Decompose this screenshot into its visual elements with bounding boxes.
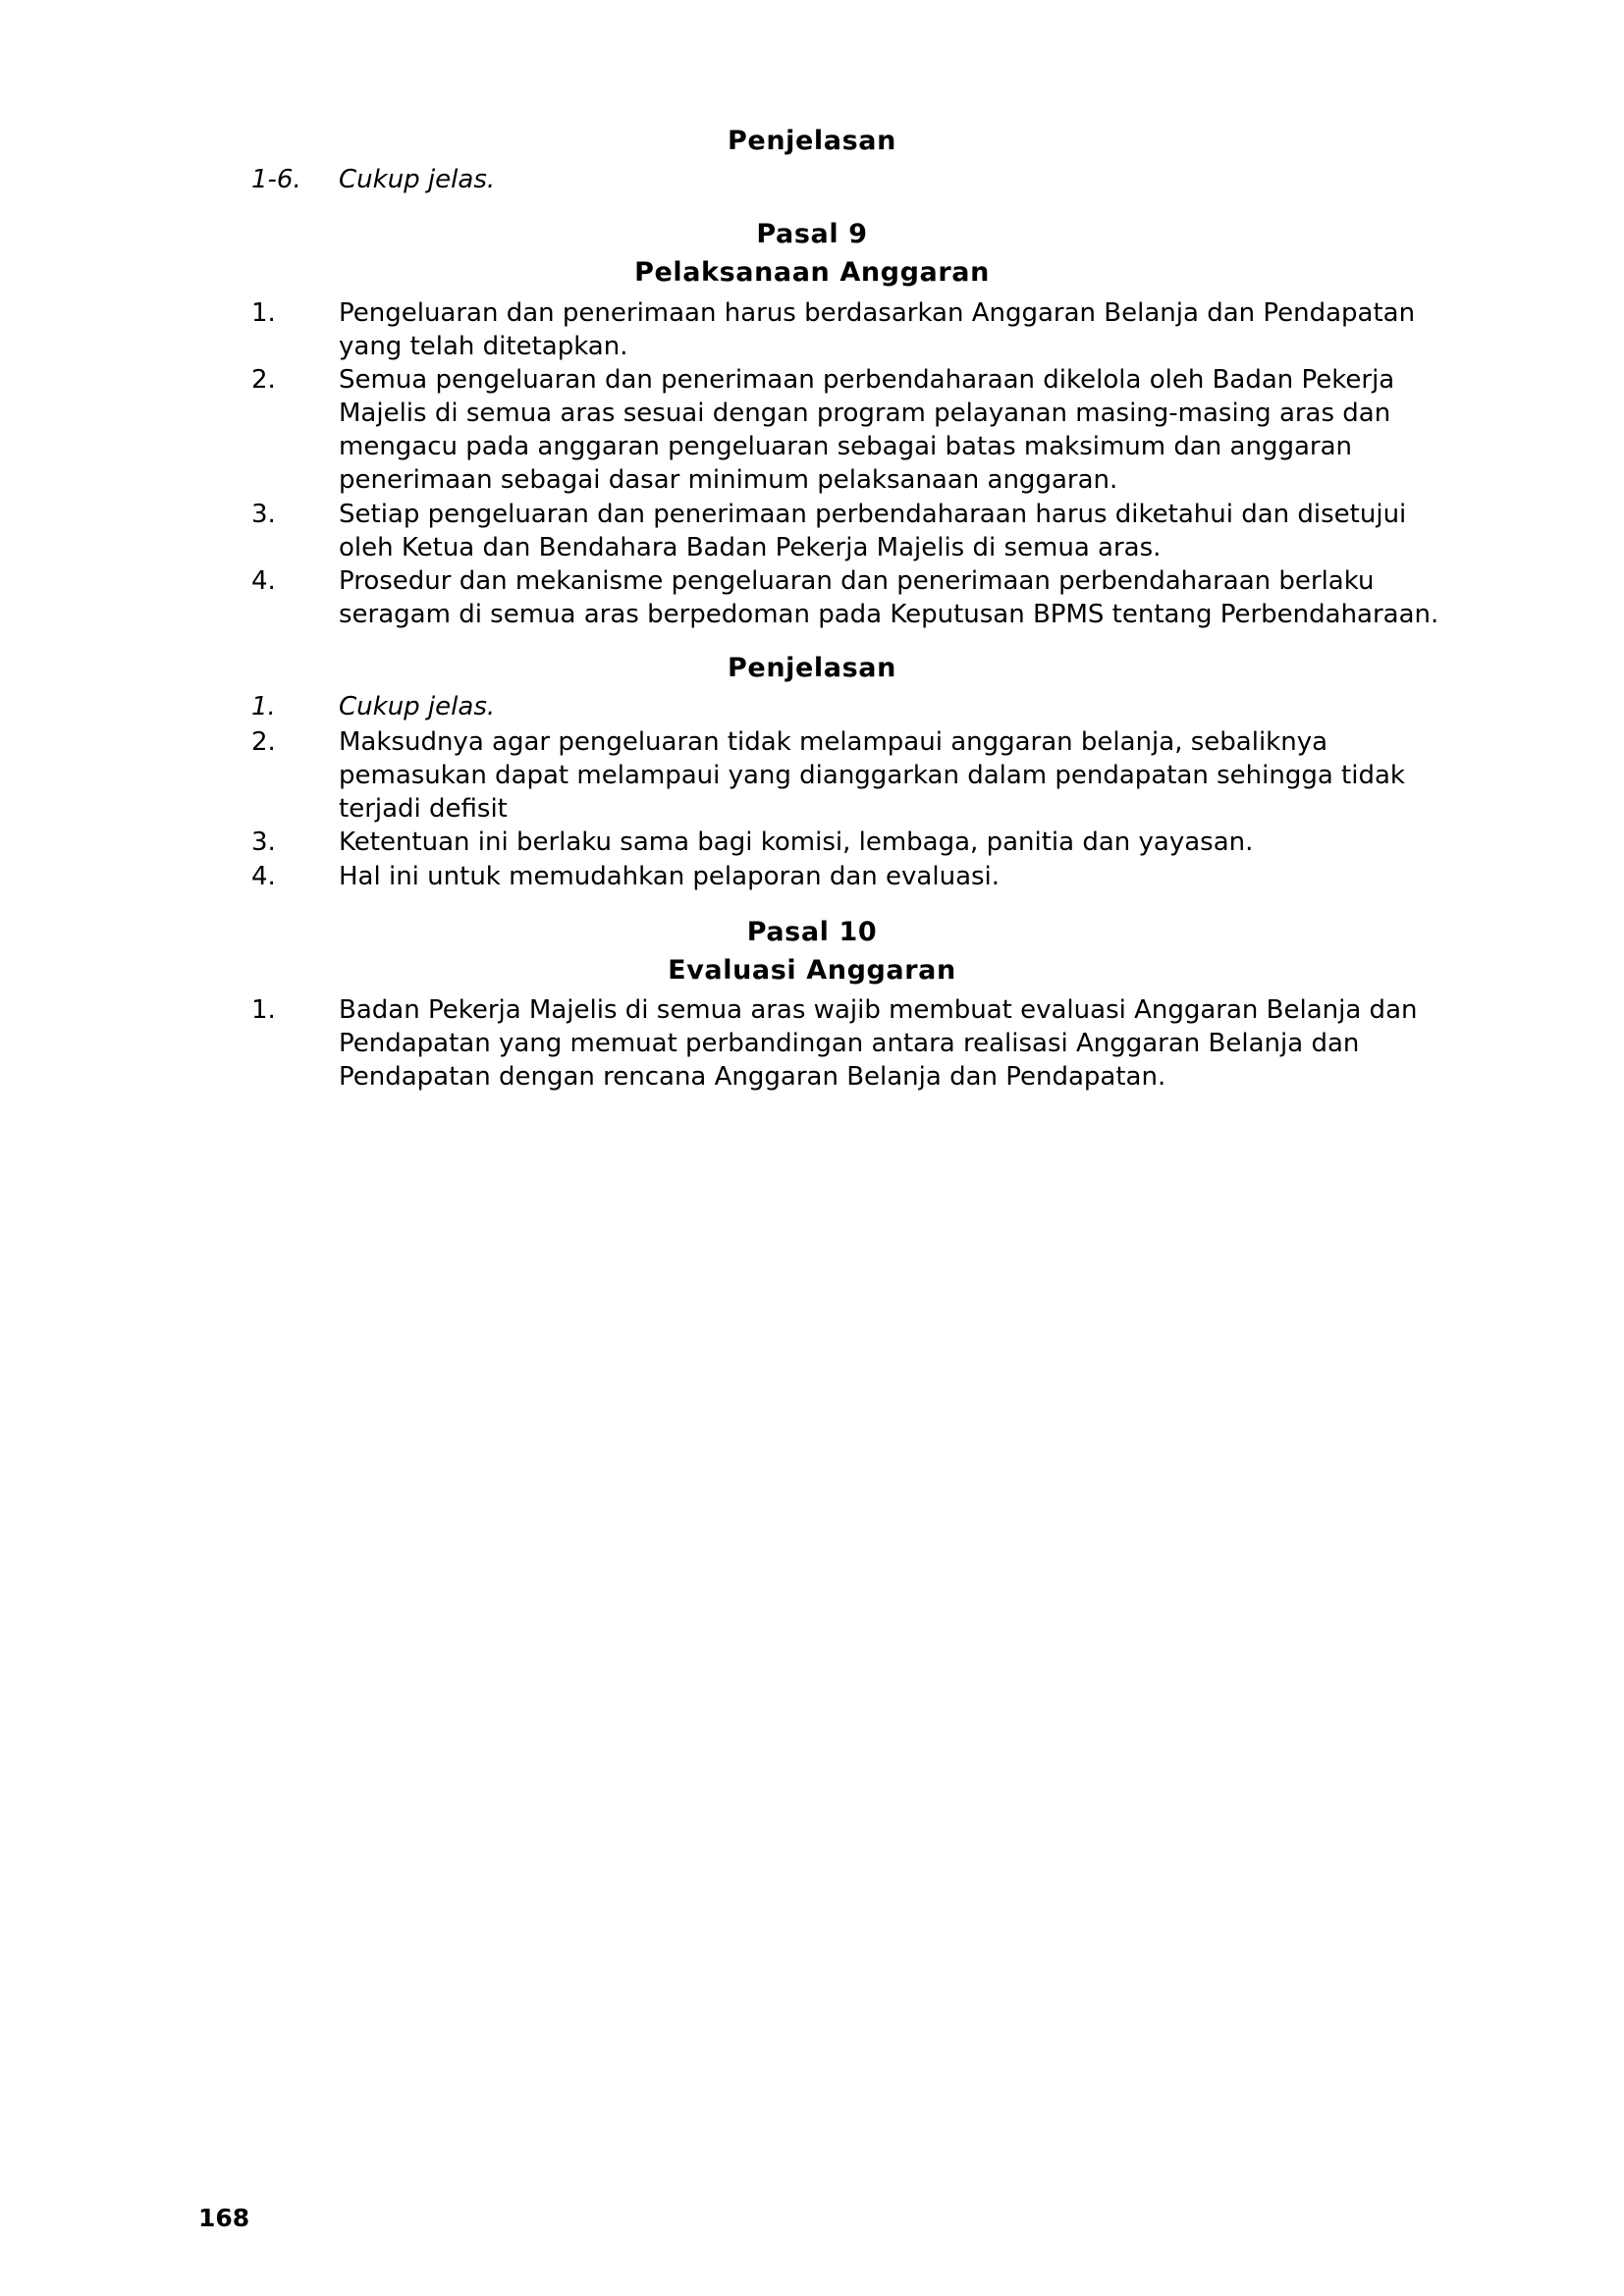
item-text — [339, 725, 1448, 826]
item-line: Majelis di semua aras sesuai dengan program pelayanan masing-masing aras dan — [339, 399, 1391, 428]
section-heading-penjelasan: Penjelasan — [728, 126, 896, 156]
item-text — [339, 690, 1448, 723]
item-line: Cukup jelas. — [339, 165, 496, 194]
item-line: Pendapatan dengan rencana Anggaran Belanja dan Pendapatan. — [339, 1062, 1166, 1092]
item-number: 1. — [251, 995, 276, 1025]
item-text — [339, 826, 1448, 859]
item-line: Hal ini untuk memudahkan pelaporan dan evaluasi. — [339, 862, 1001, 891]
item-line: Cukup jelas. — [339, 692, 496, 721]
item-number: 2. — [251, 365, 276, 395]
item-number: 4. — [251, 862, 276, 891]
item-line: oleh Ketua dan Bendahara Badan Pekerja Majelis di semua aras. — [339, 533, 1162, 562]
item-line: mengacu pada anggaran pengeluaran sebagai batas maksimum dan anggaran — [339, 432, 1353, 461]
section-heading-penjelasan: Penjelasan — [728, 653, 896, 683]
item-number: 1. — [251, 298, 276, 328]
item-line: yang telah ditetapkan. — [339, 332, 628, 361]
item-line: Badan Pekerja Majelis di semua aras wajib membuat evaluasi Anggaran Belanja dan — [339, 995, 1418, 1025]
item-line: Setiap pengeluaran dan penerimaan perbendaharaan harus diketahui dan disetujui — [339, 500, 1407, 529]
page-number: 168 — [198, 2204, 250, 2232]
item-line: penerimaan sebagai dasar minimum pelaksanaan anggaran. — [339, 465, 1118, 495]
item-number: 3. — [251, 500, 276, 529]
item-line: pemasukan dapat melampaui yang dianggarkan dalam pendapatan sehingga tidak — [339, 761, 1405, 790]
item-line: seragam di semua aras berpedoman pada Keputusan BPMS tentang Perbendaharaan. — [339, 600, 1439, 629]
item-text — [339, 163, 1448, 196]
article-title-evaluasi-anggaran: Evaluasi Anggaran — [668, 955, 956, 986]
item-number: 4. — [251, 566, 276, 596]
item-line: Pendapatan yang memuat perbandingan antara realisasi Anggaran Belanja dan — [339, 1029, 1360, 1058]
item-line: terjadi defisit — [339, 794, 508, 824]
item-number: 2. — [251, 727, 276, 757]
item-text — [339, 993, 1448, 1094]
item-text — [339, 498, 1448, 564]
item-text — [339, 860, 1448, 893]
item-number: 1. — [251, 692, 276, 721]
item-number: 3. — [251, 828, 276, 857]
item-text — [339, 564, 1448, 631]
article-heading-pasal-10: Pasal 10 — [746, 917, 878, 947]
item-line: Maksudnya agar pengeluaran tidak melampaui anggaran belanja, sebaliknya — [339, 727, 1328, 757]
item-line: Prosedur dan mekanisme pengeluaran dan penerimaan perbendaharaan berlaku — [339, 566, 1375, 596]
item-line: Pengeluaran dan penerimaan harus berdasarkan Anggaran Belanja dan Pendapatan — [339, 298, 1416, 328]
item-text — [339, 296, 1448, 363]
item-line: Semua pengeluaran dan penerimaan perbendaharaan dikelola oleh Badan Pekerja — [339, 365, 1395, 395]
item-line: Ketentuan ini berlaku sama bagi komisi, lembaga, panitia dan yayasan. — [339, 828, 1254, 857]
article-title-pelaksanaan-anggaran: Pelaksanaan Anggaran — [634, 257, 990, 288]
article-heading-pasal-9: Pasal 9 — [756, 219, 868, 249]
item-text — [339, 363, 1448, 497]
item-number: 1-6. — [251, 165, 301, 194]
